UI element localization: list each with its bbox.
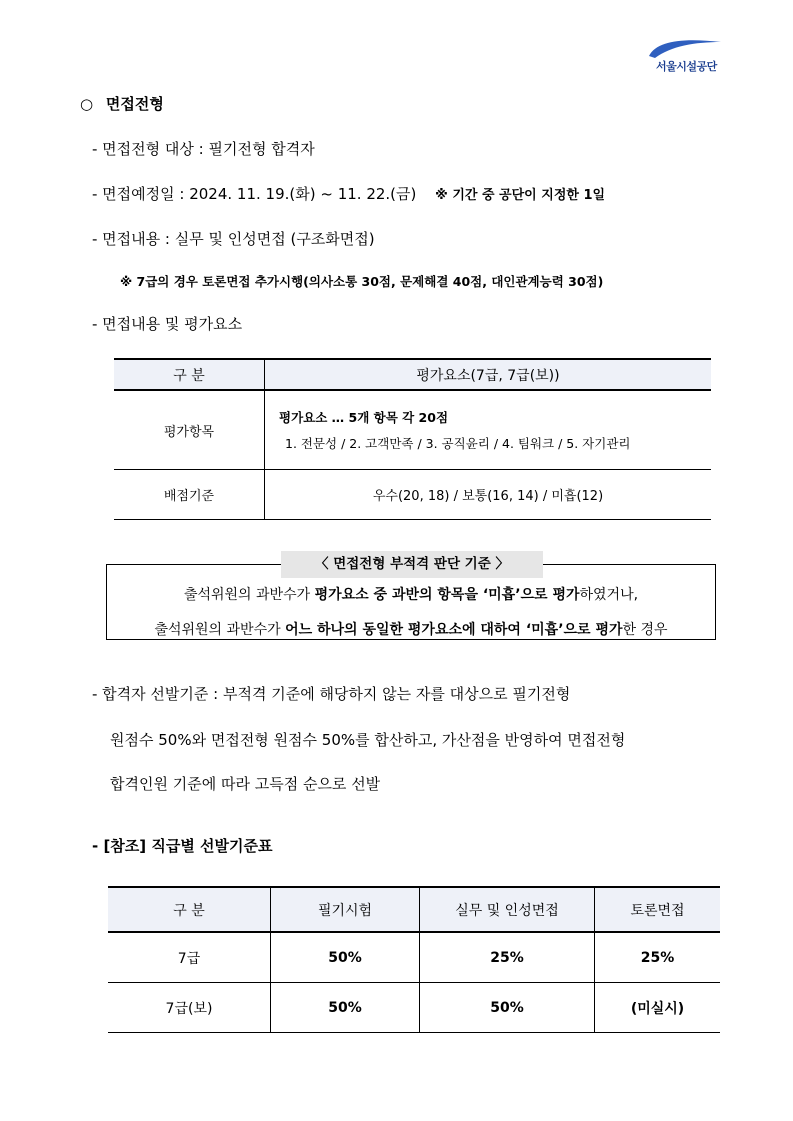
- table-row: [108, 932, 720, 983]
- criteria-line-2: [106, 619, 716, 639]
- table-row: [108, 983, 720, 1033]
- scoring-value: 우수(20, 18) / 보통(16, 14) / 미흡(12): [265, 470, 712, 520]
- evaluation-table: [114, 358, 711, 520]
- interview-schedule-line: [92, 183, 605, 204]
- schedule-text: - 면접예정일 : 2024. 11. 19.(화) ~ 11. 22.(금): [92, 185, 417, 203]
- table-row: [114, 470, 711, 520]
- eval-heading: - 면접내용 및 평가요소: [92, 315, 243, 333]
- criteria-line-1-b: 평가요소 중 과반의 항목을 ‘미흡’으로 평가: [314, 587, 580, 603]
- criteria-line-1-a: 출석위원의 과반수가: [183, 587, 315, 603]
- section-title: [80, 93, 164, 114]
- header-written-exam: 필기시험: [271, 887, 420, 932]
- reference-heading: - [참조] 직급별 선발기준표: [92, 837, 273, 855]
- header-practical-interview: 실무 및 인성면접: [420, 887, 595, 932]
- debate-cell: (미실시): [595, 983, 721, 1033]
- criteria-line-2-c: 한 경우: [622, 622, 668, 638]
- interview-target-line: - 면접전형 대상 : 필기전형 합격자: [92, 140, 315, 158]
- section-title-text: 면접전형: [105, 95, 164, 113]
- row-label-eval-items: 평가항목: [114, 390, 265, 470]
- selection-line-3: 합격인원 기준에 따라 고득점 순으로 선발: [110, 775, 381, 793]
- header-category: 구 분: [114, 359, 265, 390]
- logo-wave-icon: [645, 36, 725, 60]
- written-cell: 50%: [271, 932, 420, 983]
- header-eval-elements: 평가요소(7급, 7급(보)): [265, 359, 712, 390]
- table-row: [114, 390, 711, 470]
- circle-marker: ○: [80, 95, 94, 113]
- eval-items-cell: [265, 390, 712, 470]
- selection-criteria-table: [108, 886, 720, 1033]
- selection-line-1: - 합격자 선발기준 : 부적격 기준에 해당하지 않는 자를 대상으로 필기전형: [92, 685, 571, 703]
- table-header-row: [114, 359, 711, 390]
- grade-cell: 7급: [108, 932, 271, 983]
- criteria-line-1: [106, 584, 716, 604]
- header-debate-interview: 토론면접: [595, 887, 721, 932]
- schedule-note: ※ 기간 중 공단이 지정한 1일: [435, 188, 606, 203]
- practical-cell: 50%: [420, 983, 595, 1033]
- logo-text: 서울시설공단: [656, 60, 717, 73]
- written-cell: 50%: [271, 983, 420, 1033]
- practical-cell: 25%: [420, 932, 595, 983]
- eval-items-detail: 1. 전문성 / 2. 고객만족 / 3. 공직윤리 / 4. 팀워크 / 5. 자기관리: [285, 436, 631, 451]
- seoul-facilities-logo: [645, 36, 730, 76]
- criteria-line-1-c: 하였거나,: [579, 587, 639, 603]
- criteria-line-2-a: 출석위원의 과반수가: [154, 622, 286, 638]
- table-header-row: [108, 887, 720, 932]
- grade7-debate-note: ※ 7급의 경우 토론면접 추가시행(의사소통 30점, 문제해결 40점, 대인관계능력 30점): [120, 274, 604, 289]
- criteria-line-2-b: 어느 하나의 동일한 평가요소에 대하여 ‘미흡’으로 평가: [285, 622, 623, 638]
- row-label-scoring: 배점기준: [114, 470, 265, 520]
- grade-cell: 7급(보): [108, 983, 271, 1033]
- eval-items-title: 평가요소 … 5개 항목 각 20점: [279, 410, 449, 425]
- debate-cell: 25%: [595, 932, 721, 983]
- criteria-title: 〈 면접전형 부적격 판단 기준 〉: [281, 551, 543, 578]
- interview-content-line: - 면접내용 : 실무 및 인성면접 (구조화면접): [92, 230, 375, 248]
- header-category: 구 분: [108, 887, 271, 932]
- selection-line-2: 원점수 50%와 면접전형 원점수 50%를 합산하고, 가산점을 반영하여 면접전형: [110, 731, 626, 749]
